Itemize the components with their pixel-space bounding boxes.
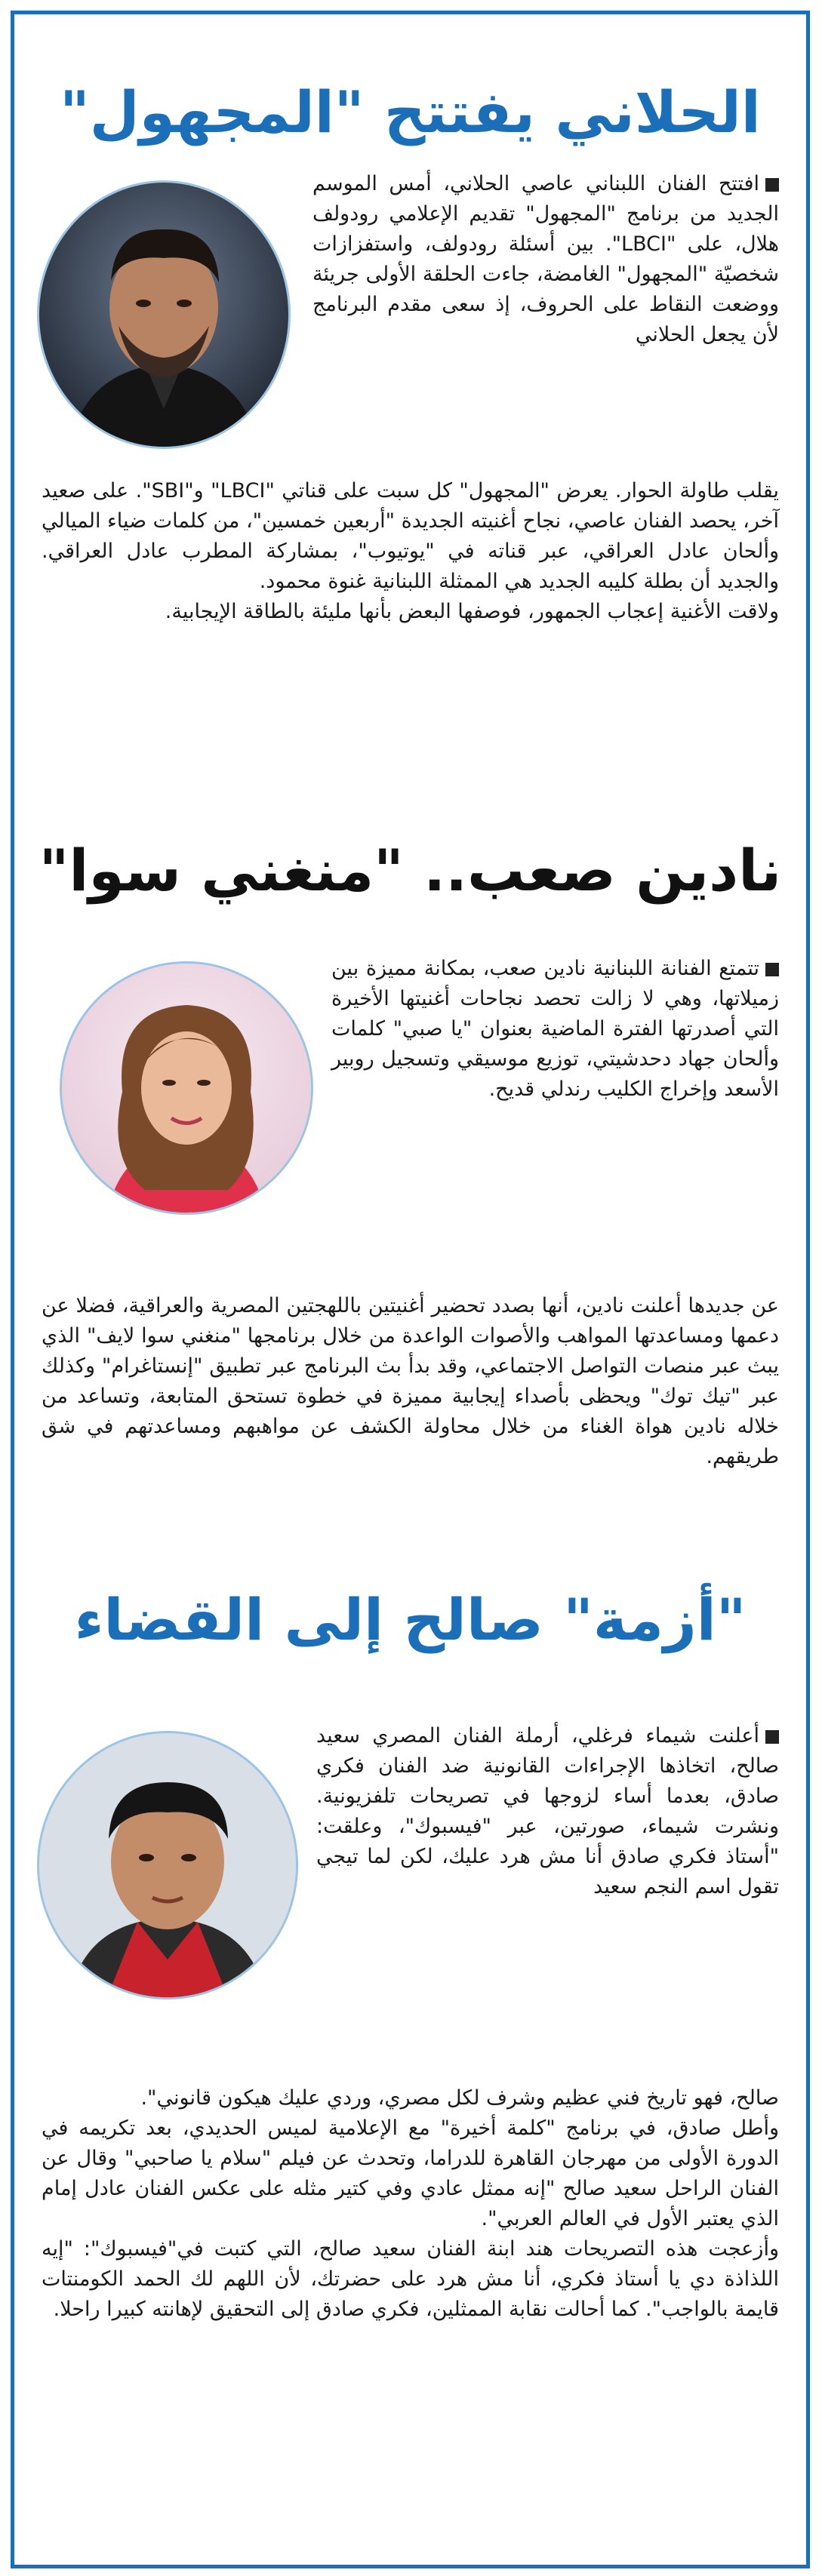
paragraph: ولاقت الأغنية إعجاب الجمهور، فوصفها البعض بأنها مليئة بالطاقة الإيجابية. [165,600,779,623]
newspaper-page [11,11,810,2568]
article-body-full [42,2083,779,2325]
article-headline: نادين صعب.. "منغني سوا" [38,837,782,904]
article-body-full [42,476,779,627]
paragraph-lead: أعلنت شيماء فرغلي، أرملة الفنان المصري سعيد صالح، اتخاذها الإجراءات القانونية ضد الفنان فكري صادق، بعدما أساء لزوجها في تصريحات تلفزيونية. ونشرت شيماء، صورتين، عبر "فيسبوك"، وعلقت: "أستاذ فكري صادق أنا مش هرد عليك، لكن لما تيجي تقول اسم النجم سعيد [316,1724,779,1898]
lead-bullet-icon [765,963,779,976]
paragraph: وأطل صادق، في برنامج "كلمة أخيرة" مع الإعلامية لميس الحديدي، بعد تكريمه في الدورة الأولى من مهرجان القاهرة للدراما، وتحدث عن فيلم "سلام يا صاحبي" وقال عن الفنان الراحل سعيد صالح "إنه ممثل عادي وفي كتير مثله على عكس الفنان عادل إمام الذي يعتبر الأول في العالم العربي". [42,2116,779,2230]
photo-said-saleh [37,1731,298,2000]
paragraph: وأزعجت هذه التصريحات هند ابنة الفنان سعيد صالح، التي كتبت في"فيسبوك": "إيه اللذاذة دي يا أستاذ فكري، أنا مش هرد على حضرتك، لأن اللهم لك الحمد الكومنتات قايمة بالواجب". كما أحالت نقابة الممثلين، فكري صادق إلى التحقيق لإهانته كبيرا راحلا. [42,2237,779,2321]
paragraph-lead: تتمتع الفنانة اللبنانية نادين صعب، بمكانة مميزة بين زميلاتها، وهي لا زالت تحصد نجاحات أغنيتها الأخيرة التي أصدرتها الفترة الماضية بعنوان "يا صبي" كلمات وألحان جهاد دحدشيتي، توزيع موسيقي وتسجيل روبير الأسعد وإخراج الكليب رندلي قديح. [331,957,779,1101]
article-headline: "أزمة" صالح إلى القضاء [74,1586,747,1653]
paragraph: عن جديدها أعلنت نادين، أنها بصدد تحضير أغنيتين باللهجتين المصرية والعراقية، فضلا عن دعمها ومساعدتها المواهب والأصوات الواعدة من خلال برنامجها "منغني سوا لايف" الذي يبث عبر منصات التواصل الاجتماعي، وقد بدأ بث البرنامج عبر تطبيق "إنستاغرام" وكذلك عبر "تيك توك" ويحظى بأصداء إيجابية مميزة في خطوة تستحق المتابعة، وتساعد من خلاله نادين هواة الغناء من خلال محاولة الكشف عن مواهبهم ومساعدتهم في شق طريقهم. [42,1294,779,1468]
lead-bullet-icon [765,178,779,192]
paragraph-lead: افتتح الفنان اللبناني عاصي الحلاني، أمس الموسم الجديد من برنامج "المجهول" تقديم الإعلامي رودولف هلال، على "LBCI". بين أسئلة رودولف، واستفزازات شخصيّة "المجهول" الغامضة، جاءت الحلقة الأولى جريئة ووضعت النقاط على الحروف، إذ سعى مقدم البرنامج لأن يجعل الحلاني [312,172,779,346]
portrait-image [39,1733,296,1997]
article-body [312,169,779,350]
photo-assi-halani [37,180,291,449]
paragraph: صالح، فهو تاريخ فني عظيم وشرف لكل مصري، وردي عليك هيكون قانوني". [140,2086,779,2110]
paragraph: يقلب طاولة الحوار. يعرض "المجهول" كل سبت على قناتي "LBCI" و"SBI". على صعيد آخر، يحصد الفنان عاصي، نجاح أغنيته الجديدة "أربعين خمسين"، من كلمات ضياء الميالي وألحان عادل العراقي، عبر قناته في "يوتيوب"، بمشاركة المطرب عادل العراقي. والجديد أن بطلة كليبه الجديد هي الممثلة اللبنانية غنوة محمود. [42,479,779,593]
article-body [331,954,779,1105]
article-body-full [42,1291,779,1472]
article-headline: الحلاني يفتتح "المجهول" [60,78,761,146]
portrait-image [62,964,311,1213]
portrait-image [39,183,288,447]
lead-bullet-icon [765,1730,779,1744]
article-body [316,1721,779,1902]
photo-nadine-saab [60,961,313,1215]
